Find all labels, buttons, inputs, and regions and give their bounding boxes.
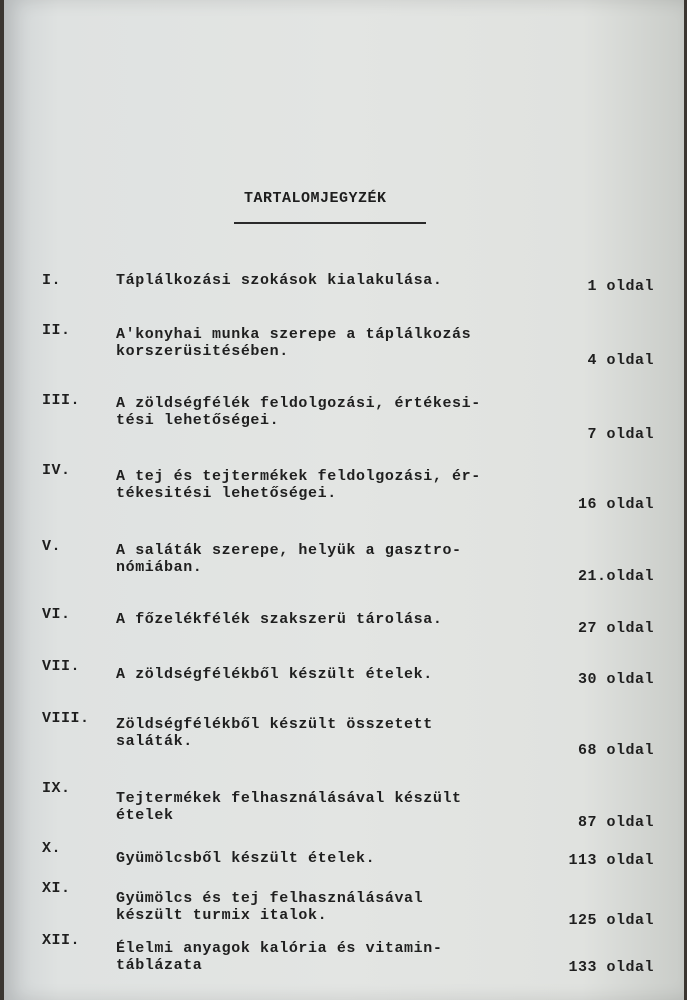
toc-entry-page: 113 oldal bbox=[568, 852, 654, 869]
toc-entry-title: A'konyhai munka szerepe a táplálkozás korszerüsitésében. bbox=[116, 326, 472, 360]
toc-entry-title: A zöldségfélékből készült ételek. bbox=[116, 666, 433, 683]
toc-entry-title: Gyümölcsből készült ételek. bbox=[116, 850, 376, 867]
toc-entry-title: A tej és tejtermékek feldolgozási, ér- tékesitési lehetőségei. bbox=[116, 468, 481, 502]
toc-entry-number: XII. bbox=[42, 932, 81, 949]
toc-entry-title: Tejtermékek felhasználásával készült ételek bbox=[116, 790, 462, 824]
title-underline bbox=[234, 222, 426, 224]
toc-entry-number: IX. bbox=[42, 780, 71, 797]
toc-entry-number: VIII. bbox=[42, 710, 90, 727]
toc-entry-number: V. bbox=[42, 538, 62, 555]
toc-entry-number: VII. bbox=[42, 658, 81, 675]
toc-entry-page: 30 oldal bbox=[577, 671, 654, 688]
toc-entry-page: 4 oldal bbox=[587, 352, 654, 369]
toc-entry-title: Élelmi anyagok kalória és vitamin- táblázata bbox=[116, 940, 443, 974]
toc-entry-page: 68 oldal bbox=[577, 742, 654, 759]
toc-entry-number: VI. bbox=[42, 606, 71, 623]
toc-entry-page: 21.oldal bbox=[577, 568, 654, 585]
toc-entry-number: XI. bbox=[42, 880, 71, 897]
toc-entry-title: A főzelékfélék szakszerü tárolása. bbox=[116, 611, 443, 628]
toc-entry-number: III. bbox=[42, 392, 81, 409]
toc-entry-title: Gyümölcs és tej felhasználásával készült turmix italok. bbox=[116, 890, 424, 924]
toc-entry-number: IV. bbox=[42, 462, 71, 479]
toc-entry-number: I. bbox=[42, 272, 62, 289]
toc-entry-title: Táplálkozási szokások kialakulása. bbox=[116, 272, 443, 289]
toc-entry-page: 27 oldal bbox=[577, 620, 654, 637]
toc-entry-title: Zöldségfélékből készült összetett saláták. bbox=[116, 716, 433, 750]
toc-entry-page: 125 oldal bbox=[568, 912, 654, 929]
toc-entry-page: 1 oldal bbox=[587, 278, 654, 295]
toc-entry-number: X. bbox=[42, 840, 62, 857]
toc-entry-page: 16 oldal bbox=[577, 496, 654, 513]
toc-entry-page: 87 oldal bbox=[577, 814, 654, 831]
toc-entry-page: 133 oldal bbox=[568, 959, 654, 976]
toc-entry-title: A zöldségfélék feldolgozási, értékesi- tési lehetőségei. bbox=[116, 395, 481, 429]
toc-entry-page: 7 oldal bbox=[587, 426, 654, 443]
document-page bbox=[4, 0, 684, 1000]
page-title: TARTALOMJEGYZÉK bbox=[244, 190, 387, 207]
toc-entry-title: A saláták szerepe, helyük a gasztro- nómiában. bbox=[116, 542, 462, 576]
toc-entry-number: II. bbox=[42, 322, 71, 339]
